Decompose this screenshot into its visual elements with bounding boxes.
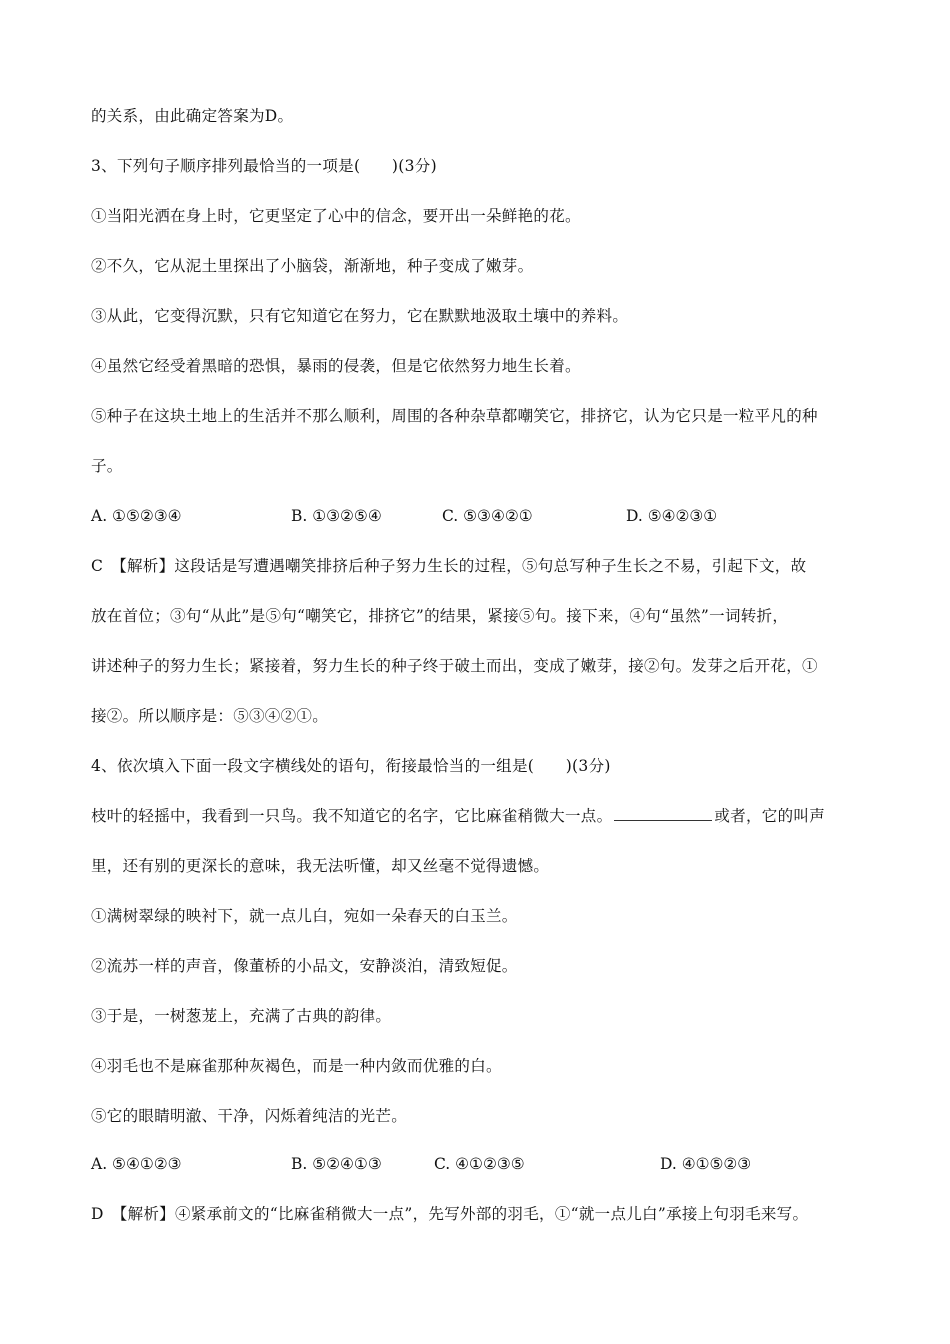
sentence-5: ⑤种子在这块土地上的生活并不那么顺利，周围的各种杂草都嘲笑它，排挤它，认为它只是一粒平凡的种 [91, 407, 818, 425]
sentence-1: ①当阳光洒在身上时，它更坚定了心中的信念，要开出一朵鲜艳的花。 [91, 207, 581, 225]
sentence-2: ②不久，它从泥土里探出了小脑袋，渐渐地，种子变成了嫩芽。 [91, 257, 534, 275]
q3-option-d: D. ⑤④②③① [626, 507, 718, 525]
q3-analysis-line: 放在首位；③句“从此”是⑤句“嘲笑它，排挤它”的结果，紧接⑤句。接下来，④句“虽然”一词转折， [91, 607, 789, 625]
q3-analysis-line: C 【解析】这段话是写遭遇嘲笑排挤后种子努力生长的过程，⑤句总写种子生长之不易，引起下文，故 [91, 557, 807, 575]
q4-para-after: 或者，它的叫声 [714, 807, 826, 825]
sentence-3: ③从此，它变得沉默，只有它知道它在努力，它在默默地汲取土壤中的养料。 [91, 307, 629, 325]
q4-item-3: ③于是，一树葱茏上，充满了古典的韵律。 [91, 1007, 392, 1025]
q3-analysis-line: 讲述种子的努力生长；紧接着，努力生长的种子终于破土而出，变成了嫩芽，接②句。发芽之后开花，① [91, 657, 818, 675]
q4-analysis-line: D 【解析】④紧承前文的“比麻雀稍微大一点”，先写外部的羽毛，①“就一点儿白”承接上句羽毛来写。 [91, 1205, 809, 1223]
q3-option-c: C. ⑤③④②① [442, 507, 533, 525]
sentence-5-cont: 子。 [91, 457, 123, 475]
q4-paragraph-line1 [91, 806, 825, 826]
q4-item-2: ②流苏一样的声音，像董桥的小品文，安静淡泊，清致短促。 [91, 957, 518, 975]
q4-item-4: ④羽毛也不是麻雀那种灰褐色，而是一种内敛而优雅的白。 [91, 1057, 502, 1075]
text-line: 的关系，由此确定答案为D。 [91, 107, 294, 125]
q4-item-5: ⑤它的眼睛明澈、干净，闪烁着纯洁的光芒。 [91, 1107, 408, 1125]
q4-option-b: B. ⑤②④①③ [291, 1155, 382, 1173]
q4-para-before: 枝叶的轻摇中，我看到一只鸟。我不知道它的名字，它比麻雀稍微大一点。 [91, 807, 613, 825]
q3-option-a: A. ①⑤②③④ [91, 507, 182, 525]
q4-item-1: ①满树翠绿的映衬下，就一点儿白，宛如一朵春天的白玉兰。 [91, 907, 518, 925]
q3-option-b: B. ①③②⑤④ [291, 507, 382, 525]
fill-in-blank [614, 806, 712, 821]
q4-paragraph-line2: 里，还有别的更深长的意味，我无法听懂，却又丝毫不觉得遗憾。 [91, 857, 550, 875]
question-3-title: 3、下列句子顺序排列最恰当的一项是( )(3分) [91, 157, 437, 175]
q4-option-a: A. ⑤④①②③ [91, 1155, 182, 1173]
q4-option-d: D. ④①⑤②③ [660, 1155, 752, 1173]
question-4-title: 4、依次填入下面一段文字横线处的语句，衔接最恰当的一组是( )(3分) [91, 757, 611, 775]
q4-option-c: C. ④①②③⑤ [434, 1155, 525, 1173]
q3-analysis-line: 接②。所以顺序是：⑤③④②①。 [91, 707, 329, 725]
sentence-4: ④虽然它经受着黑暗的恐惧，暴雨的侵袭，但是它依然努力地生长着。 [91, 357, 581, 375]
